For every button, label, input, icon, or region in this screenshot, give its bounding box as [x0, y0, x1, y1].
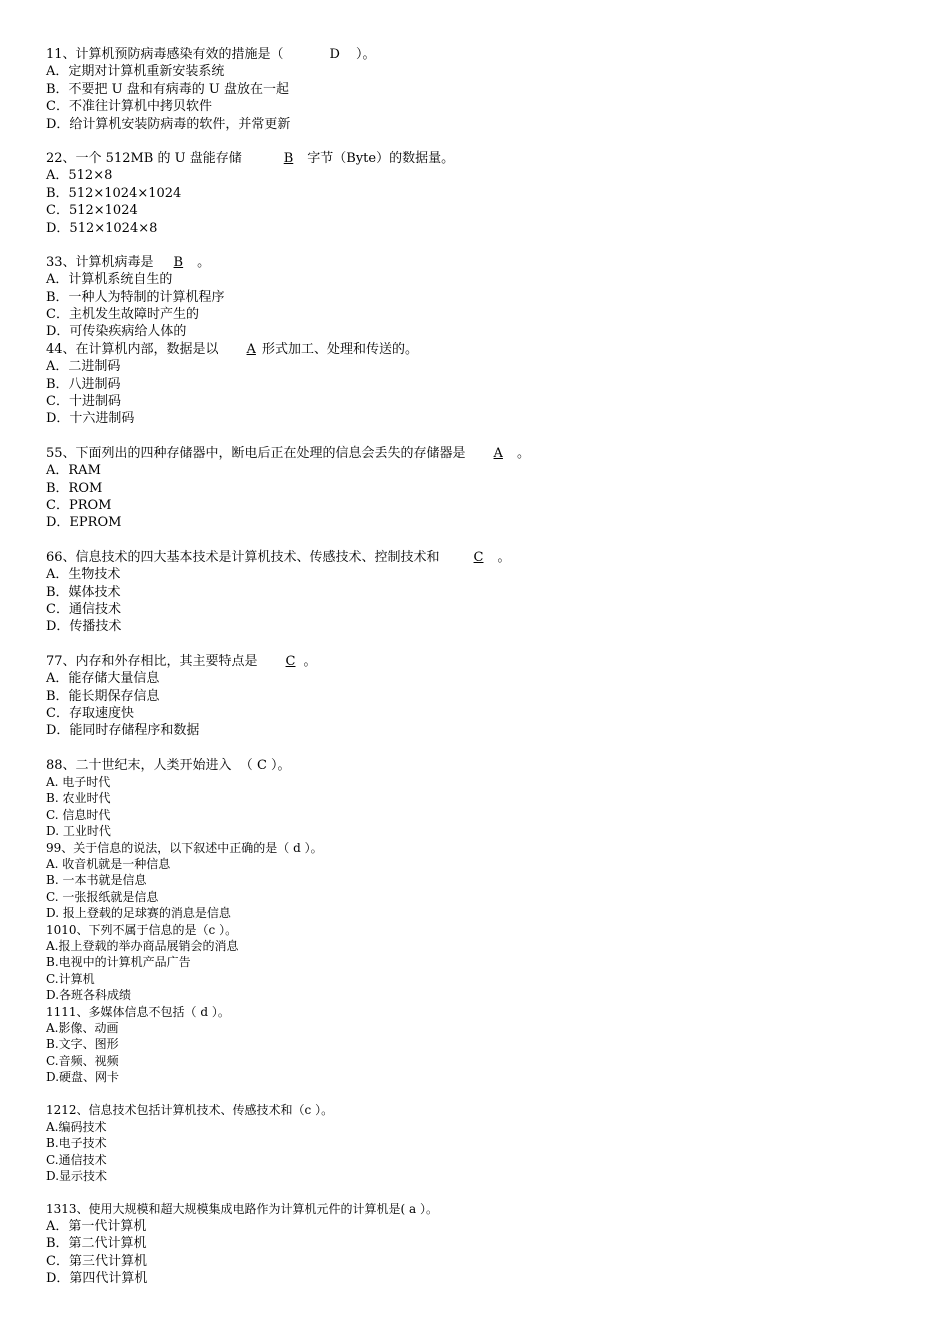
- stem-text: 44、在计算机内部，数据是以: [46, 341, 219, 357]
- option: C．主机发生故障时产生的: [46, 307, 199, 323]
- option: A．RAM: [46, 463, 101, 479]
- option: C．512×1024: [46, 203, 138, 219]
- option: D. 工业时代: [46, 824, 111, 839]
- option: B．能长期保存信息: [46, 688, 160, 704]
- question-stem: 1010、下列不属于信息的是（c ）。: [46, 922, 238, 937]
- option: A. 电子时代: [46, 775, 111, 790]
- option: C.音频、视频: [46, 1053, 119, 1068]
- answer-text: B: [283, 150, 294, 166]
- option: D．可传染疾病给人体的: [46, 324, 187, 340]
- answer-text: B: [173, 254, 184, 270]
- option: C．存取速度快: [46, 705, 134, 721]
- option: B.电视中的计算机产品广告: [46, 955, 191, 970]
- option: C.通信技术: [46, 1152, 107, 1167]
- answer-blank: [219, 342, 262, 357]
- option: D．512×1024×8: [46, 220, 158, 236]
- stem-text: 55、下面列出的四种存储器中，断电后正在处理的信息会丢失的存储器是: [46, 445, 466, 461]
- option: C. 信息时代: [46, 807, 111, 822]
- answer-text: A: [493, 445, 503, 461]
- stem-text: 77、内存和外存相比，其主要特点是: [46, 653, 258, 669]
- stem-text: 。: [197, 254, 211, 270]
- option: D. 报上登载的足球赛的消息是信息: [46, 906, 231, 921]
- answer-blank: [242, 151, 308, 166]
- option: A．定期对计算机重新安装系统: [46, 64, 225, 80]
- option: A. 收音机就是一种信息: [46, 857, 171, 872]
- option: D.各班各科成绩: [46, 988, 132, 1003]
- option: D．能同时存储程序和数据: [46, 723, 200, 739]
- option: B.文字、图形: [46, 1037, 119, 1052]
- option: A．512×8: [46, 168, 113, 184]
- question-stem: 1313、使用大规模和超大规模集成电路作为计算机元件的计算机是( a ）。: [46, 1202, 439, 1217]
- option: B．512×1024×1024: [46, 185, 182, 201]
- option: D.硬盘、网卡: [46, 1070, 120, 1085]
- answer-text: C: [285, 653, 296, 669]
- option: D．给计算机安装防病毒的软件，并常更新: [46, 116, 291, 132]
- option: D．传播技术: [46, 619, 122, 635]
- answer-blank: [440, 550, 498, 565]
- answer-blank: [258, 654, 304, 669]
- option: C．第三代计算机: [46, 1253, 147, 1269]
- option: A．生物技术: [46, 567, 121, 583]
- stem-text: 22、一个 512MB 的 U 盘能存储: [46, 150, 242, 166]
- question-stem: [46, 445, 906, 462]
- option: B.电子技术: [46, 1136, 107, 1151]
- option: B．媒体技术: [46, 584, 121, 600]
- option: A．第一代计算机: [46, 1218, 147, 1234]
- option: B．不要把 U 盘和有病毒的 U 盘放在一起: [46, 81, 289, 97]
- option: D.显示技术: [46, 1169, 108, 1184]
- question-stem: [46, 341, 906, 358]
- option: C．通信技术: [46, 601, 121, 617]
- question-stem: [46, 150, 906, 167]
- question-stem: [46, 653, 906, 670]
- option: C．PROM: [46, 497, 112, 513]
- option: B. 一本书就是信息: [46, 873, 147, 888]
- question-stem: 1111、多媒体信息不包括（ d ）。: [46, 1004, 230, 1019]
- option: B．八进制码: [46, 376, 121, 392]
- option: A.报上登载的举办商品展销会的消息: [46, 938, 239, 953]
- answer-text: C: [473, 549, 484, 565]
- stem-text: 33、计算机病毒是: [46, 254, 154, 270]
- stem-text: 11、计算机预防病毒感染有效的措施是（: [46, 47, 284, 62]
- option: C. 一张报纸就是信息: [46, 889, 159, 904]
- question-stem: 88、二十世纪末，人类开始进入 （ C ）。: [46, 757, 291, 773]
- stem-text: ）。: [355, 47, 376, 62]
- option: C．十进制码: [46, 394, 121, 410]
- option: D．十六进制码: [46, 411, 135, 427]
- option: A．二进制码: [46, 359, 121, 375]
- option: B．第二代计算机: [46, 1236, 147, 1252]
- option: D．第四代计算机: [46, 1271, 148, 1286]
- question-stem: 99、关于信息的说法，以下叙述中正确的是（ d ）。: [46, 840, 323, 855]
- answer-text: A: [246, 341, 256, 357]
- option: C.计算机: [46, 971, 95, 986]
- option: C．不准往计算机中拷贝软件: [46, 99, 212, 115]
- stem-text: 形式加工、处理和传送的。: [261, 341, 418, 357]
- question-stem: 1212、信息技术包括计算机技术、传感技术和（c ）。: [46, 1103, 334, 1118]
- question-stem: [46, 549, 906, 566]
- option: B．ROM: [46, 480, 103, 496]
- stem-text: 。: [497, 549, 511, 565]
- option: A．能存储大量信息: [46, 671, 160, 687]
- option: A．计算机系统自生的: [46, 272, 173, 288]
- answer-blank: [154, 255, 198, 270]
- option: A.编码技术: [46, 1119, 107, 1134]
- stem-text: 。: [303, 653, 317, 669]
- stem-text: 。: [516, 445, 530, 461]
- question-stem: [46, 46, 906, 63]
- option: B．一种人为特制的计算机程序: [46, 289, 225, 305]
- option: A.影像、动画: [46, 1020, 119, 1035]
- option: D．EPROM: [46, 515, 122, 531]
- document-page: [46, 46, 906, 1287]
- question-stem: [46, 254, 906, 271]
- stem-text: 字节（Byte）的数据量。: [307, 150, 455, 166]
- option: B. 农业时代: [46, 791, 111, 806]
- answer-blank: [466, 446, 517, 461]
- answer-text: D: [329, 47, 340, 62]
- stem-text: 66、信息技术的四大基本技术是计算机技术、传感技术、控制技术和: [46, 549, 440, 565]
